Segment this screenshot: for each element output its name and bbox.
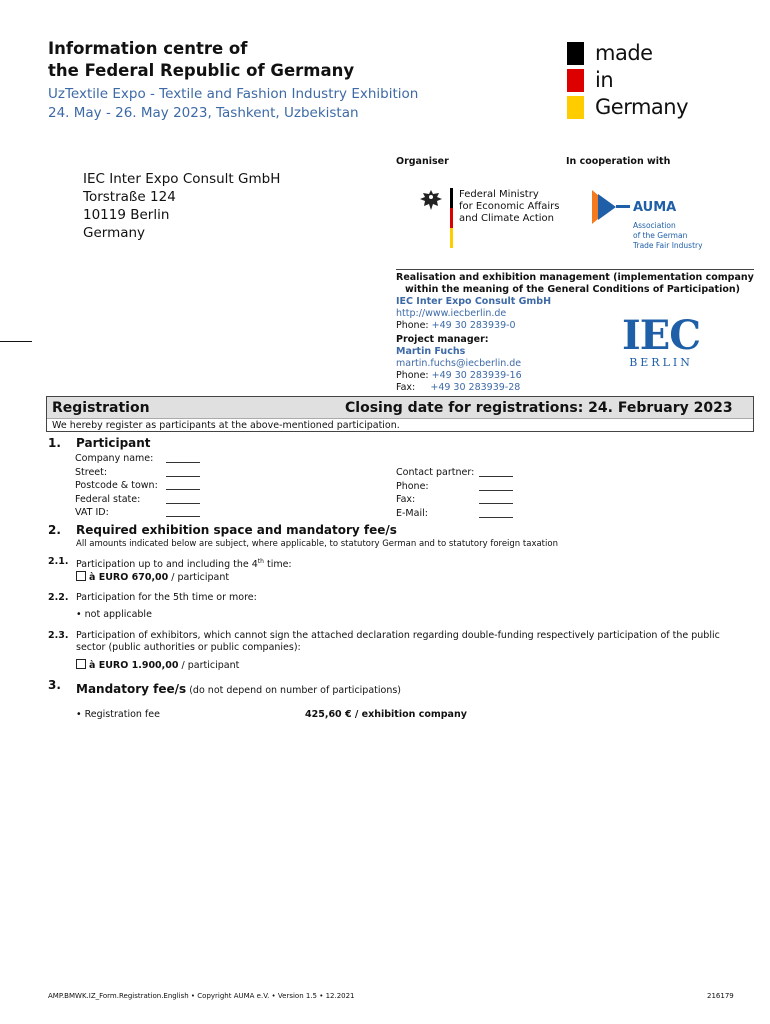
phone-field[interactable] <box>479 482 513 491</box>
section-2-1-option: à EURO 670,00 / participant <box>76 571 229 584</box>
ministry-flag-stripe <box>450 188 453 248</box>
participant-fields-right <box>396 466 474 520</box>
project-manager-email-link[interactable]: martin.fuchs@iecberlin.de <box>396 358 522 369</box>
fold-mark <box>0 341 32 342</box>
section-2-3-text: Participation of exhibitors, which cannot sign the attached declaration regarding double-funding respectively participation of the public sector (public authorities or public companies): <box>76 630 720 653</box>
email-field[interactable] <box>479 509 513 518</box>
section-2-2-value: • not applicable <box>76 609 152 620</box>
registration-header <box>47 397 753 419</box>
footer-form-number: 216179 <box>707 992 734 1000</box>
implementation-company: IEC Inter Expo Consult GmbH <box>396 296 552 307</box>
event-dates: 24. May - 26. May 2023, Tashkent, Uzbekistan <box>48 105 359 121</box>
address-line-3: 10119 Berlin <box>83 207 170 223</box>
section-2-3-option: à EURO 1.900,00 / participant <box>76 659 239 672</box>
fee-2-1-checkbox[interactable] <box>76 571 86 581</box>
title-line-1: Information centre of <box>48 39 248 58</box>
logo-text-in: in <box>595 68 614 92</box>
fax-row: Fax: <box>396 493 474 507</box>
email-row: E-Mail: <box>396 507 474 521</box>
iec-berlin-logo: IEC BERLIN <box>622 312 701 369</box>
vat-id-row: VAT ID: <box>75 506 158 520</box>
address-line-2: Torstraße 124 <box>83 189 176 205</box>
registration-title: Registration <box>52 400 150 416</box>
company-phone: Phone: +49 30 283939-0 <box>396 320 516 331</box>
company-url-link[interactable]: http://www.iecberlin.de <box>396 308 507 319</box>
cooperation-label: In cooperation with <box>566 156 671 167</box>
realisation-divider <box>396 269 754 270</box>
section-3-number: 3. <box>48 678 61 692</box>
project-manager-name: Martin Fuchs <box>396 346 466 357</box>
title-line-2: the Federal Republic of Germany <box>48 61 355 80</box>
section-2-2-text: Participation for the 5th time or more: <box>76 592 257 603</box>
made-in-germany-logo <box>567 40 697 124</box>
tax-note: All amounts indicated below are subject, where applicable, to statutory German and to statutory foreign taxation <box>76 539 558 549</box>
auma-wordmark: AUMA <box>633 200 677 215</box>
registration-note: We hereby register as participants at the above-mentioned participation. <box>52 420 400 431</box>
fax-field[interactable] <box>479 495 513 504</box>
project-manager-phone: Phone: +49 30 283939-16 <box>396 370 522 381</box>
section-2-2-number: 2.2. <box>48 592 69 603</box>
federal-state-field[interactable] <box>166 495 200 504</box>
registration-fee-amount: 425,60 € / exhibition company <box>305 709 467 720</box>
contact-partner-row: Contact partner: <box>396 466 474 480</box>
section-2-3-number: 2.3. <box>48 630 69 641</box>
registration-fee-label: • Registration fee <box>76 709 160 720</box>
contact-partner-field[interactable] <box>479 468 513 477</box>
phone-row: Phone: <box>396 480 474 494</box>
closing-date: Closing date for registrations: 24. February 2023 <box>345 400 733 416</box>
street-field[interactable] <box>166 468 200 477</box>
logo-text-made: made <box>595 41 653 65</box>
postcode-town-row: Postcode & town: <box>75 479 158 493</box>
section-3-title: Mandatory fee/s (do not depend on number of participations) <box>76 682 402 696</box>
section-1-number: 1. <box>48 436 61 450</box>
event-info <box>48 85 418 123</box>
section-2-number: 2. <box>48 523 61 537</box>
auma-subtitle: Association of the German Trade Fair Industry <box>633 221 703 250</box>
realisation-heading: Realisation and exhibition management (implementation company within the meaning of the General Conditions of Participation) <box>396 272 754 295</box>
company-name-field[interactable] <box>166 454 200 463</box>
auma-logo-icon <box>592 190 632 228</box>
federal-state-row: Federal state: <box>75 493 158 507</box>
project-manager-fax: Fax: +49 30 283939-28 <box>396 382 521 393</box>
street-row: Street: <box>75 466 158 480</box>
footer-form-info: AMP.BMWK.IZ_Form.Registration.English • Copyright AUMA e.V. • Version 1.5 • 12.2021 <box>48 992 355 1000</box>
project-manager-label: Project manager: <box>396 334 489 345</box>
realisation-contact <box>396 296 551 394</box>
organiser-label: Organiser <box>396 156 449 167</box>
federal-eagle-icon <box>418 188 444 218</box>
fee-2-3-checkbox[interactable] <box>76 659 86 669</box>
address-line-4: Germany <box>83 225 146 241</box>
section-1-title: Participant <box>76 436 151 450</box>
address-line-1: IEC Inter Expo Consult GmbH <box>83 171 281 187</box>
recipient-address <box>83 170 280 242</box>
section-2-1-text: Participation up to and including the 4th time: <box>76 558 292 571</box>
registration-box <box>46 396 754 432</box>
participant-fields-left <box>75 452 158 520</box>
document-title <box>48 38 354 82</box>
ministry-name: Federal Ministry for Economic Affairs and Climate Action <box>459 189 560 224</box>
company-name-row: Company name: <box>75 452 158 466</box>
section-2-1-number: 2.1. <box>48 556 69 567</box>
vat-id-field[interactable] <box>166 508 200 517</box>
logo-text-germany: Germany <box>595 95 689 119</box>
section-2-title: Required exhibition space and mandatory fee/s <box>76 523 397 537</box>
postcode-town-field[interactable] <box>166 481 200 490</box>
event-name: UzTextile Expo - Textile and Fashion Industry Exhibition <box>48 86 419 102</box>
